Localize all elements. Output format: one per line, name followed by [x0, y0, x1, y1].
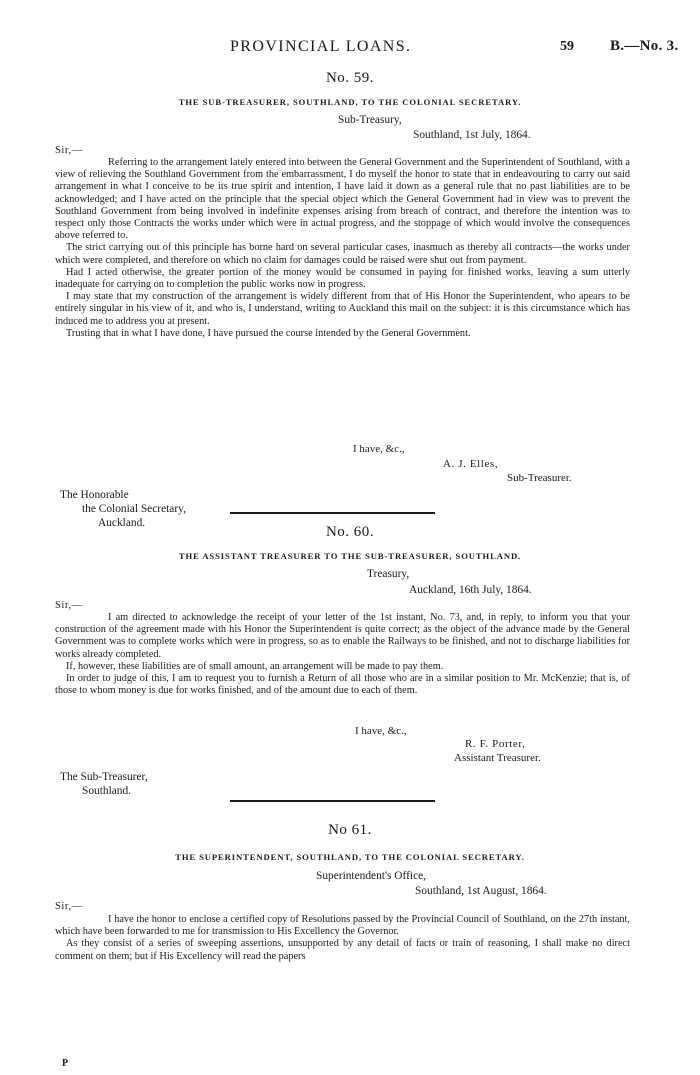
letter-60-signature-name: R. F. Porter,: [465, 738, 526, 750]
letter-60-signature-title: Assistant Treasurer.: [454, 752, 541, 764]
letter-59-signature-title: Sub-Treasurer.: [507, 472, 572, 484]
letter-60-paragraph-2: If, however, these liabilities are of small amount, an arrangement will be made to pay them.: [66, 660, 444, 672]
letter-61-heading: THE SUPERINTENDENT, SOUTHLAND, TO THE COLONIAL SECRETARY.: [175, 852, 525, 862]
letter-59-heading: THE SUB-TREASURER, SOUTHLAND, TO THE COLONIAL SECRETARY.: [178, 97, 522, 107]
running-head: [0, 38, 700, 58]
section-divider-2: [230, 800, 435, 802]
letter-60-paragraph-3: In order to judge of this, I am to request you to furnish a Return of all those who are in a similar position to Mr. McKenzie; that is, of those to whom money is due for works finished, and of the amount due to each of them.: [55, 673, 630, 697]
letter-61-address-line1: Superintendent's Office,: [316, 870, 427, 882]
page-number: 59: [560, 39, 574, 54]
letter-61-paragraph-2: As they consist of a series of sweeping assertions, unsupported by any detail of facts or train of reasoning, I shall make no direct comment on them; but if His Excellency will read the papers: [55, 938, 630, 962]
letter-59-body: [55, 157, 630, 340]
letter-60-closing: I have, &c.,: [355, 725, 407, 737]
letter-61-body: [55, 914, 630, 963]
series-reference: B.—No. 3.: [610, 38, 679, 54]
letter-61-salutation: Sir,—: [55, 901, 83, 912]
letter-59-paragraph-2: The strict carrying out of this principle has borne hard on several particular cases, inasmuch as thereby all contracts—the works under which were completed, and therefore on which no claim for damages could be raised were shut out from payment.: [55, 242, 630, 266]
letter-59-addressee-line3: Auckland.: [98, 517, 146, 529]
letter-59-signature-name: A. J. Elles,: [443, 458, 499, 470]
letter-60-paragraph-1: I am directed to acknowledge the receipt of your letter of the 1st instant, No. 73, and, in reply, to inform you that your construction of the agreement made with his Honor the Superintendent is quite correct; as the object of the advance made by the General Government was to complete works which were in progress, so as to enable the Railways to be finished, and not to discharge liabilities for works already completed.: [55, 612, 630, 660]
section-divider-1: [230, 512, 435, 514]
letter-60-address-line1: Treasury,: [367, 568, 410, 580]
letter-59-paragraph-3: Had I acted otherwise, the greater portion of the money would be consumed in paying for finished works, leaving a sum utterly inadequate for carrying on to completion the public works now in progress.: [55, 266, 630, 291]
letter-60-body: [55, 612, 630, 697]
letter-59-address-line2: Southland, 1st July, 1864.: [413, 129, 531, 141]
letter-59-address-line1: Sub-Treasury,: [338, 114, 402, 126]
letter-60-addressee-line2: Southland.: [82, 785, 132, 797]
signature-mark: P: [62, 1058, 69, 1069]
letter-59-addressee-line2: the Colonial Secretary,: [82, 503, 186, 515]
letter-61-paragraph-1: I have the honor to enclose a certified copy of Resolutions passed by the Provincial Council of Southland, on the 27th instant, which have been forwarded to me for transmission to His Excellency the Governor.: [55, 914, 630, 938]
letter-61-number: No 61.: [328, 822, 372, 838]
letter-60-addressee-line1: The Sub-Treasurer,: [60, 771, 148, 783]
letter-61-address-line2: Southland, 1st August, 1864.: [415, 885, 547, 897]
letter-59-salutation: Sir,—: [55, 145, 83, 156]
letter-60-number: No. 60.: [325, 524, 375, 540]
letter-60-heading: THE ASSISTANT TREASURER TO THE SUB-TREASURER, SOUTHLAND.: [178, 551, 522, 561]
letter-59-paragraph-4: I may state that my construction of the arrangement is widely different from that of His Honor the Superintendent, who apears to be entirely singular in his view of it, and who is, I understand, writing to Auckland this mail on the subject: it is this circumstance which has induced me to address you at present.: [55, 291, 630, 327]
letter-59-number: No. 59.: [325, 70, 375, 86]
letter-59-addressee-line1: The Honorable: [60, 489, 129, 501]
letter-60-address-line2: Auckland, 16th July, 1864.: [409, 584, 532, 596]
letter-60-addressee: [60, 770, 148, 798]
running-head-title: PROVINCIAL LOANS.: [230, 38, 412, 55]
letter-59-closing: I have, &c.,: [353, 443, 405, 455]
letter-60-salutation: Sir,—: [55, 600, 83, 611]
letter-59-paragraph-5: Trusting that in what I have done, I have pursued the course intended by the General Government.: [66, 327, 471, 339]
letter-59-paragraph-1: Referring to the arrangement lately entered into between the General Government and the Superintendent of Southland, with a view of relieving the Southland Government from the embarrassment, I do myself the honor to state that in endeavouring to carry out said arrangement in what I conceive to be its true spirit and intention, I have laid it down as a general rule that no past liabilities are to be acknowledged; and I have acted on the principle that the special object which the General Government had in view was to prevent the Southland Government from being involved in indefinite expenses arising from breach of contract, and therefore the intention was to respect only those Contracts the works under which were in actual progress, and the stoppage of which would involve the consequences above referred to.: [55, 157, 630, 242]
